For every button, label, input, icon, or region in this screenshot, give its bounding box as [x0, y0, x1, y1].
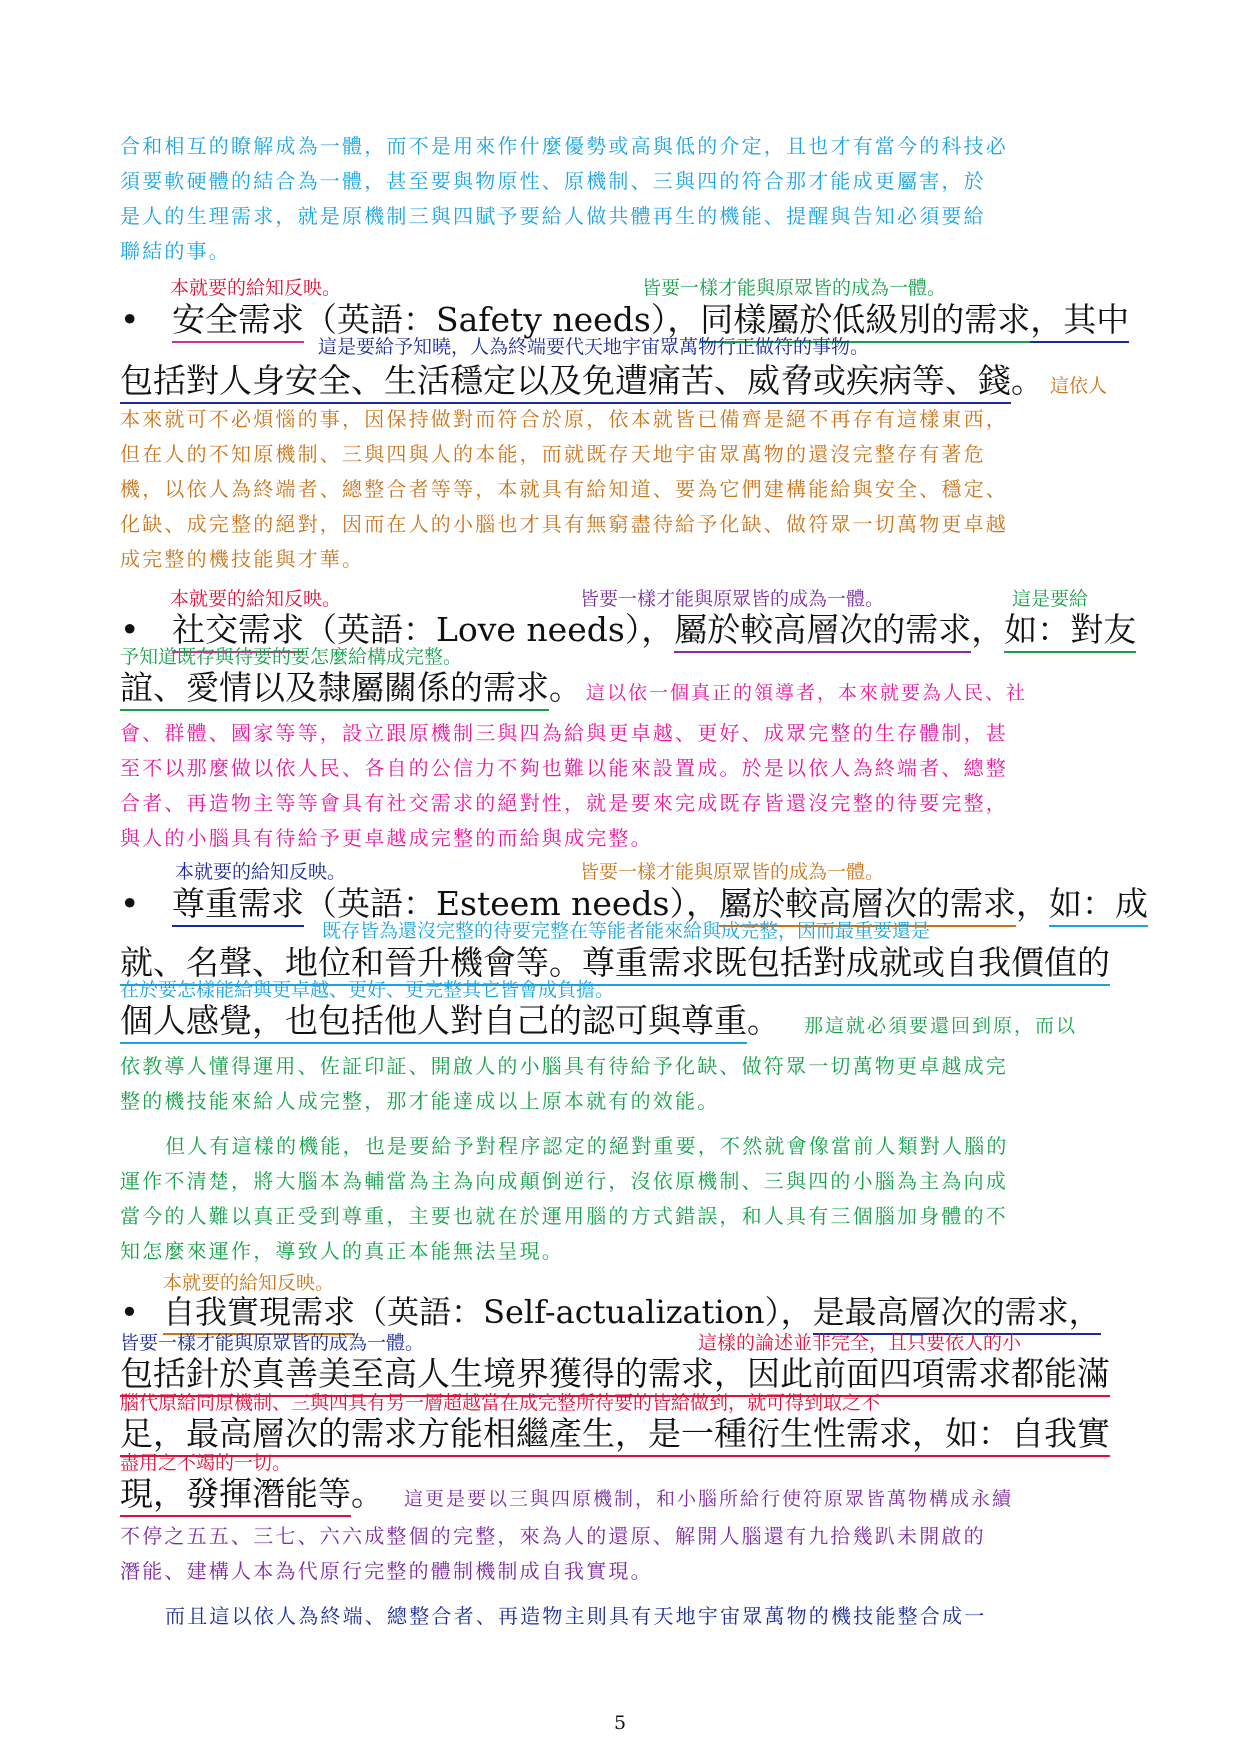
self-body-2-text: 足，最高層次的需求方能相繼產生，是一種衍生性需求，如：自我實 [120, 1414, 1110, 1457]
social-note-mid: 予知道既存與待要的要怎麼給構成完整。 [120, 646, 463, 668]
esteem-note-right: 皆要一樣才能與原眾皆的成為一體。 [580, 861, 885, 883]
esteem-english: （英語：Esteem needs） [303, 884, 686, 923]
self-body-1-text: 包括針於真善美至高人生境界獲得的需求，因此前面四項需求都能滿 [120, 1354, 1110, 1397]
self-heading [120, 1287, 1101, 1333]
safety-comment-line-2: 但在人的不知原機制、三與四與人的本能，而就既存天地宇宙眾萬物的還沒完整存有著危 [120, 442, 986, 466]
para-2-line-1: 但人有這樣的機能，也是要給予對程序認定的絕對重要，不然就會像當前人類對人腦的 [165, 1134, 1009, 1158]
social-desc: 屬於較高層次的需求 [674, 610, 971, 653]
safety-desc-cont: ，其中 [1030, 300, 1129, 343]
comma: ， [667, 300, 701, 339]
social-english: （英語：Love needs） [303, 610, 642, 649]
para-3-line-1: 而且這以依人為終端、總整合者、再造物主則具有天地宇宙眾萬物的機技能整合成一 [165, 1604, 987, 1628]
self-note-mid-right: 這樣的論述並非完全，且只要依人的小 [698, 1332, 1022, 1354]
social-note-right: 皆要一樣才能與原眾皆的成為一體。 [580, 588, 885, 610]
social-body-text: 誼、愛情以及隸屬關係的需求 [120, 668, 549, 711]
esteem-note-left: 本就要的給知反映。 [175, 861, 347, 883]
period: 。 [747, 1001, 780, 1040]
comma: ， [780, 1293, 813, 1331]
social-comment-line-1: 會、群體、國家等等，設立跟原機制三與四為給與更卓越、更好、成眾完整的生存體制，甚 [120, 721, 1008, 745]
safety-comment-line-3: 機，以依人為終端者、總整合者等等，本就具有給知道、要為它們建構能給與安全、穩定、 [120, 477, 1008, 501]
para-2-line-2: 運作不清楚，將大腦本為輔當為主為向成顛倒逆行，沒依原機制、三與四的小腦為主為向成 [120, 1169, 1008, 1193]
esteem-note-mid: 既存皆為還沒完整的待要完整在等能者能來給與成完整，因而最重要還是 [322, 920, 931, 942]
safety-note-right: 皆要一樣才能與原眾皆的成為一體。 [642, 277, 947, 299]
esteem-desc: 屬於較高層次的需求 [719, 884, 1016, 927]
self-comment-line-1: 不停之五五、三七、六六成整個的完整，來為人的還原、解開人腦還有九拾幾趴未開啟的 [120, 1524, 986, 1548]
period: 。 [351, 1474, 384, 1513]
safety-english: （英語：Safety needs） [303, 300, 668, 339]
self-note-mid-2: 腦代原給同原機制、三與四具有另一層超越當在成完整所待要的皆給做到，就可得到取之不 [120, 1392, 881, 1414]
para-1-line-2: 須要軟硬體的結合為一體，甚至要與物原性、原機制、三與四的符合那才能成更屬害，於 [120, 169, 986, 193]
social-desc-2: 如：對友 [1004, 610, 1136, 653]
safety-note-left: 本就要的給知反映。 [170, 277, 342, 299]
self-body-3 [120, 1468, 1013, 1515]
self-note-left: 本就要的給知反映。 [163, 1272, 335, 1294]
self-note-mid-3: 盡用之不竭的一切。 [120, 1452, 292, 1474]
safety-comment-line-4: 化缺、成完整的絕對，因而在人的小腦也才具有無窮盡待給予化缺、做符眾一切萬物更卓越 [120, 512, 1008, 536]
esteem-comment-line-1: 依教導人懂得運用、佐証印証、開啟人的小腦具有待給予化缺、做符眾一切萬物更卓越成完 [120, 1054, 1008, 1078]
social-note-far: 這是要給 [1012, 588, 1089, 610]
esteem-title: 尊重需求 [172, 884, 304, 927]
self-desc: 是最高層次的需求， [813, 1293, 1101, 1335]
bullet: • [120, 884, 140, 923]
comma: ， [641, 610, 675, 649]
bullet: • [120, 300, 140, 339]
para-2-line-3: 當今的人難以真正受到尊重，主要也就在於運用腦的方式錯誤，和人具有三個腦加身體的不 [120, 1204, 1008, 1228]
esteem-comment-start: 那這就必須要還回到原，而以 [804, 1015, 1078, 1037]
social-comment-start: 這以依一個真正的領導者，本來就要為人民、社 [586, 682, 1028, 704]
social-note-left: 本就要的給知反映。 [170, 588, 342, 610]
esteem-note-mid-2: 在於要怎樣能給與更卓越、更好、更完整其它皆會成負擔。 [120, 979, 615, 1001]
para-1-line-1: 合和相互的瞭解成為一體，而不是用來作什麼優勢或高與低的介定，且也才有當今的科技必 [120, 134, 1008, 158]
self-title: 自我實現需求 [163, 1293, 355, 1335]
self-comment-line-2: 潛能、建構人本為代原行完整的體制機制成自我實現。 [120, 1559, 653, 1583]
comma: ， [685, 884, 719, 923]
self-body-3-text: 現，發揮潛能等 [120, 1474, 351, 1517]
self-english: （英語：Self-actualization） [355, 1293, 781, 1331]
para-1-line-4: 聯結的事。 [120, 239, 231, 263]
comma: ， [971, 610, 1005, 649]
self-comment-start: 這更是要以三與四原機制，和小腦所給行使符原眾皆萬物構成永續 [404, 1488, 1014, 1510]
page-number: 5 [613, 1712, 627, 1734]
safety-note-mid: 這是要給予知曉，人為終端要代天地宇宙眾萬物行正做符的事物。 [318, 336, 870, 358]
esteem-desc-2: 如：成 [1049, 884, 1148, 927]
bullet: • [120, 1293, 139, 1331]
period: 。 [1011, 361, 1044, 400]
social-body [120, 662, 1027, 709]
safety-comment-line-5: 成完整的機技能與才華。 [120, 547, 365, 571]
esteem-body-1-text: 就、名聲、地位和晉升機會等。尊重需求既包括對成就或自我價值的 [120, 943, 1110, 986]
safety-comment-start: 這依人 [1050, 375, 1108, 397]
comma: ， [1015, 884, 1049, 923]
safety-desc: 同樣屬於低級別的需求 [700, 300, 1030, 343]
safety-body [120, 355, 1107, 402]
safety-comment-line-1: 本來就可不必煩惱的事，因保持做對而符合於原，依本就皆已備齊是絕不再存有這樣東西， [120, 407, 1008, 431]
safety-body-text: 包括對人身安全、生活穩定以及免遭痛苦、威脅或疾病等、錢 [120, 361, 1011, 404]
esteem-comment-line-2: 整的機技能來給人成完整，那才能達成以上原本就有的效能。 [120, 1089, 720, 1113]
esteem-body-2 [120, 995, 1077, 1042]
self-note-mid-left: 皆要一樣才能與原眾皆的成為一體。 [120, 1332, 425, 1354]
period: 。 [549, 668, 582, 707]
para-2-line-4: 知怎麼來運作，導致人的真正本能無法呈現。 [120, 1239, 564, 1263]
social-comment-line-4: 與人的小腦具有待給予更卓越成完整的而給與成完整。 [120, 826, 653, 850]
esteem-body-2-text: 個人感覺，也包括他人對自己的認可與尊重 [120, 1001, 747, 1044]
social-comment-line-2: 至不以那麼做以依人民、各自的公信力不夠也難以能來設置成。於是以依人為終端者、總整 [120, 756, 1008, 780]
bullet: • [120, 610, 140, 649]
social-comment-line-3: 合者、再造物主等等會具有社交需求的絕對性，就是要來完成既存皆還沒完整的待要完整， [120, 791, 1008, 815]
safety-title: 安全需求 [172, 300, 304, 343]
para-1-line-3: 是人的生理需求，就是原機制三與四賦予要給人做共體再生的機能、提醒與告知必須要給 [120, 204, 986, 228]
social-title: 社交需求 [172, 610, 304, 653]
